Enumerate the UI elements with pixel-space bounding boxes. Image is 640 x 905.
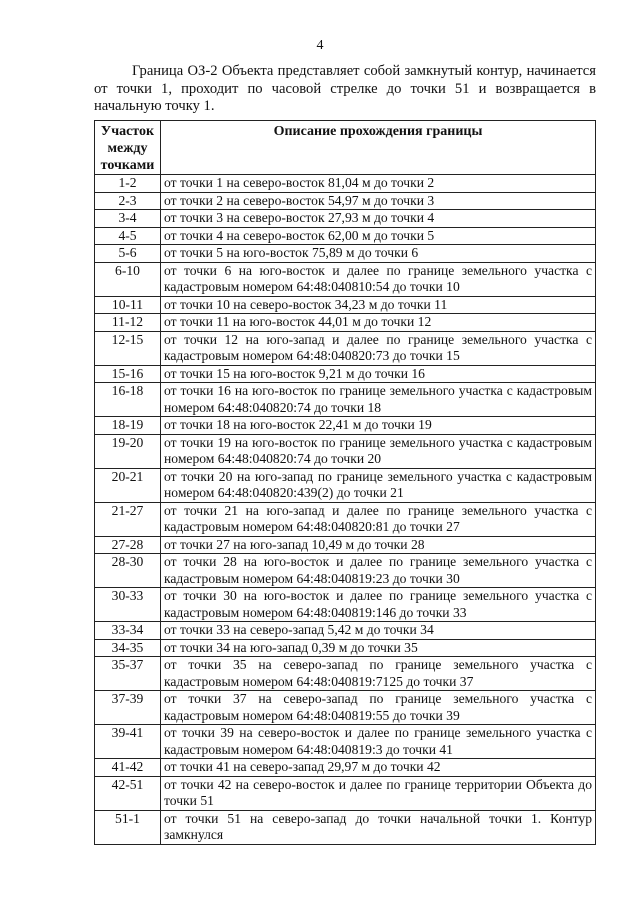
table-row [95,536,596,554]
segment-cell: 12-15 [95,331,161,365]
description-cell: от точки 39 на северо-восток и далее по границе земельного участка с кадастровым номером 64:48:040819:3 до точки 41 [161,725,596,759]
description-cell: от точки 11 на юго-восток 44,01 м до точки 12 [161,314,596,332]
table-row [95,759,596,777]
description-cell: от точки 6 на юго-восток и далее по границе земельного участка с кадастровым номером 64:48:040810:54 до точки 10 [161,262,596,296]
segment-cell: 4-5 [95,227,161,245]
description-cell: от точки 37 на северо-запад по границе земельного участка с кадастровым номером 64:48:040819:55 до точки 39 [161,691,596,725]
segment-cell: 20-21 [95,468,161,502]
table-row [95,262,596,296]
table-row [95,296,596,314]
description-cell: от точки 41 на северо-запад 29,97 м до точки 42 [161,759,596,777]
segment-cell: 2-3 [95,192,161,210]
segment-cell: 37-39 [95,691,161,725]
table-row [95,588,596,622]
table-body [95,175,596,845]
segment-cell: 5-6 [95,245,161,263]
segment-cell: 39-41 [95,725,161,759]
description-cell: от точки 42 на северо-восток и далее по границе территории Объекта до точки 51 [161,776,596,810]
description-cell: от точки 27 на юго-запад 10,49 м до точки 28 [161,536,596,554]
page-number: 4 [316,38,324,53]
table-row [95,192,596,210]
description-cell: от точки 20 на юго-запад по границе земельного участка с кадастровым номером 64:48:040820:439(2) до точки 21 [161,468,596,502]
segment-cell: 6-10 [95,262,161,296]
table-row [95,331,596,365]
table-row [95,383,596,417]
segment-cell: 19-20 [95,434,161,468]
table-row [95,227,596,245]
segment-cell: 10-11 [95,296,161,314]
header-description: Описание прохождения границы [161,121,596,175]
description-cell: от точки 30 на юго-восток и далее по границе земельного участка с кадастровым номером 64:48:040819:146 до точки 33 [161,588,596,622]
table-row [95,657,596,691]
description-cell: от точки 21 на юго-запад и далее по границе земельного участка с кадастровым номером 64:48:040820:81 до точки 27 [161,502,596,536]
description-cell: от точки 35 на северо-запад по границе земельного участка с кадастровым номером 64:48:040819:7125 до точки 37 [161,657,596,691]
segment-cell: 41-42 [95,759,161,777]
description-cell: от точки 3 на северо-восток 27,93 м до точки 4 [161,210,596,228]
table-header-row [95,121,596,175]
table-row [95,468,596,502]
table-row [95,776,596,810]
table-row [95,725,596,759]
intro-paragraph: Граница ОЗ-2 Объекта представляет собой замкнутый контур, начинается от точки 1, проходит по часовой стрелке до точки 51 и возвращается в начальную точку 1. [94,63,596,114]
segment-cell: 15-16 [95,365,161,383]
description-cell: от точки 19 на юго-восток по границе земельного участка с кадастровым номером 64:48:040820:74 до точки 20 [161,434,596,468]
description-cell: от точки 12 на юго-запад и далее по границе земельного участка с кадастровым номером 64:48:040820:73 до точки 15 [161,331,596,365]
description-cell: от точки 5 на юго-восток 75,89 м до точки 6 [161,245,596,263]
description-cell: от точки 15 на юго-восток 9,21 м до точки 16 [161,365,596,383]
segment-cell: 1-2 [95,175,161,193]
table-row [95,417,596,435]
description-cell: от точки 1 на северо-восток 81,04 м до точки 2 [161,175,596,193]
description-cell: от точки 4 на северо-восток 62,00 м до точки 5 [161,227,596,245]
description-cell: от точки 10 на северо-восток 34,23 м до точки 11 [161,296,596,314]
table-row [95,622,596,640]
table-row [95,175,596,193]
segment-cell: 33-34 [95,622,161,640]
segment-cell: 27-28 [95,536,161,554]
description-cell: от точки 2 на северо-восток 54,97 м до точки 3 [161,192,596,210]
segment-cell: 3-4 [95,210,161,228]
segment-cell: 35-37 [95,657,161,691]
segment-cell: 30-33 [95,588,161,622]
description-cell: от точки 18 на юго-восток 22,41 м до точки 19 [161,417,596,435]
segment-cell: 21-27 [95,502,161,536]
table-row [95,245,596,263]
boundary-table [94,120,596,845]
segment-cell: 28-30 [95,554,161,588]
segment-cell: 11-12 [95,314,161,332]
table-row [95,639,596,657]
description-cell: от точки 34 на юго-запад 0,39 м до точки 35 [161,639,596,657]
description-cell: от точки 33 на северо-запад 5,42 м до точки 34 [161,622,596,640]
description-cell: от точки 51 на северо-запад до точки начальной точки 1. Контур замкнулся [161,810,596,844]
table-row [95,810,596,844]
table-row [95,502,596,536]
segment-cell: 18-19 [95,417,161,435]
table-row [95,365,596,383]
description-cell: от точки 28 на юго-восток и далее по границе земельного участка с кадастровым номером 64:48:040819:23 до точки 30 [161,554,596,588]
segment-cell: 42-51 [95,776,161,810]
table-row [95,434,596,468]
description-cell: от точки 16 на юго-восток по границе земельного участка с кадастровым номером 64:48:040820:74 до точки 18 [161,383,596,417]
table-row [95,691,596,725]
header-segment: Участок между точками [95,121,161,175]
table-row [95,314,596,332]
segment-cell: 16-18 [95,383,161,417]
segment-cell: 51-1 [95,810,161,844]
segment-cell: 34-35 [95,639,161,657]
table-row [95,554,596,588]
table-row [95,210,596,228]
